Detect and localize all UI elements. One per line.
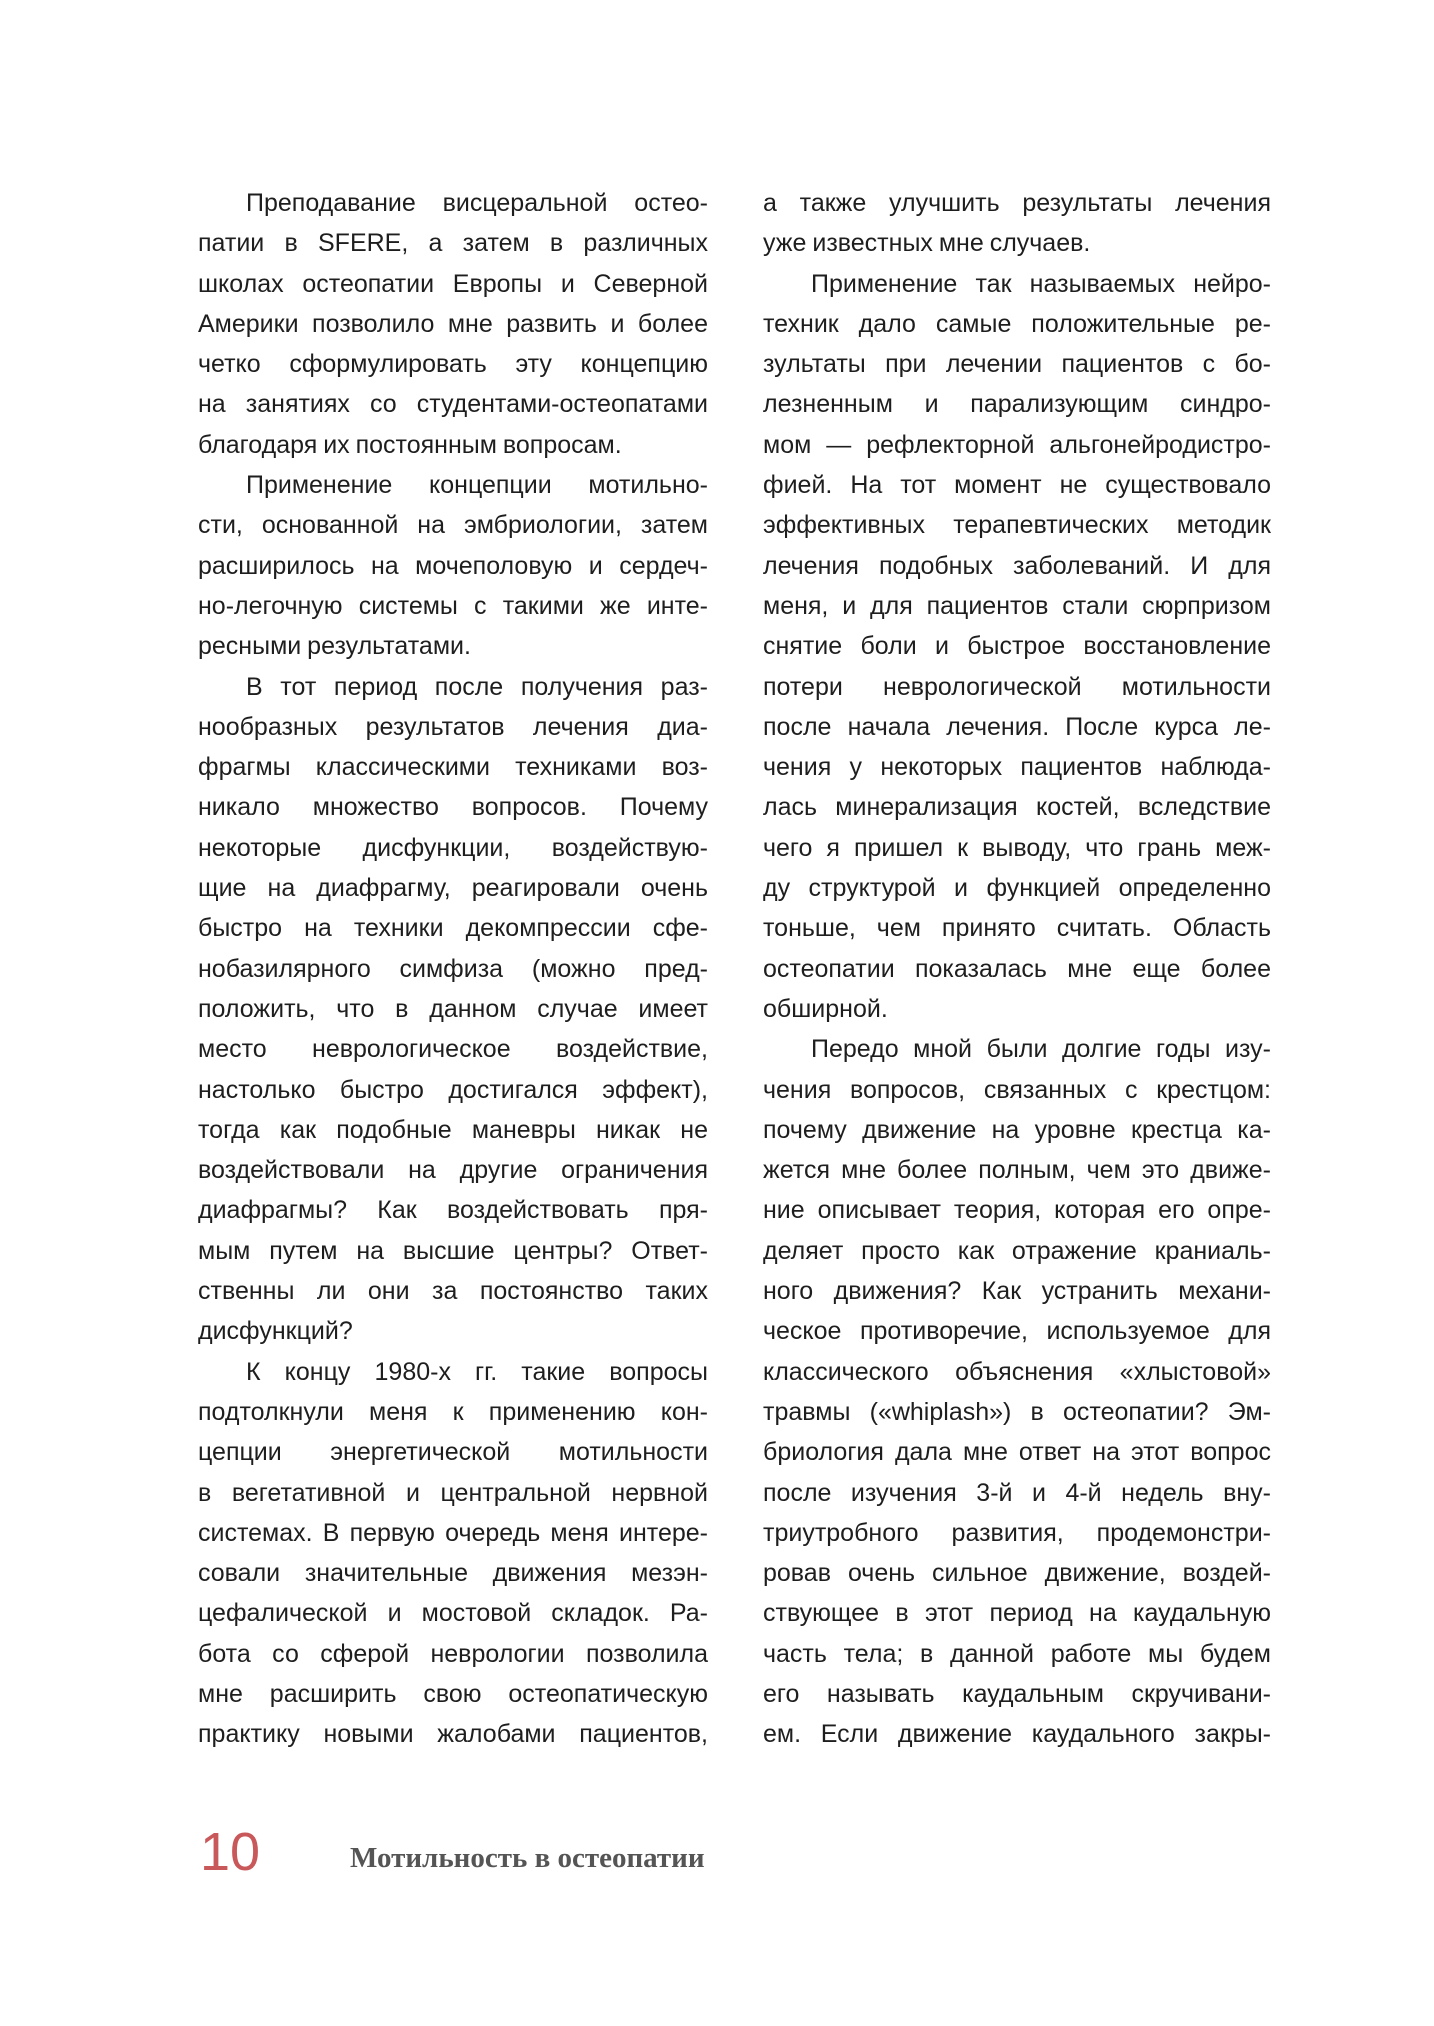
text-line: потери неврологической мотильности [763, 672, 1271, 701]
paragraph [763, 264, 1271, 1030]
text-line: цепции энергетической мотильности [198, 1438, 708, 1467]
text-line: ствующее в этот период на каудальную [763, 1599, 1271, 1628]
text-line: лезненным и парализующим синдро- [763, 390, 1271, 419]
text-line: диафрагмы? Как воздействовать пря- [198, 1196, 708, 1225]
text-line: В тот период после получения раз- [246, 672, 708, 701]
text-line: остеопатии показалась мне еще более [763, 954, 1271, 983]
text-line: снятие боли и быстрое восстановление [763, 632, 1271, 661]
text-line: место неврологическое воздействие, [198, 1035, 708, 1064]
text-line: дисфункций? [198, 1317, 353, 1346]
text-line: эффективных терапевтических методик [763, 511, 1271, 540]
text-line: мым путем на высшие центры? Ответ- [198, 1236, 708, 1265]
paragraph [198, 667, 708, 1352]
text-line: подтолкнули меня к применению кон- [198, 1397, 708, 1426]
text-line: практику новыми жалобами пациентов, [198, 1720, 708, 1749]
text-line: никало множество вопросов. Почему [198, 793, 708, 822]
text-line: нообразных результатов лечения диа- [198, 712, 708, 741]
text-line: некоторые дисфункции, воздействую- [198, 833, 708, 862]
text-line: чения вопросов, связанных с крестцом: [763, 1075, 1271, 1104]
text-line: бота со сферой неврологии позволила [198, 1639, 708, 1668]
text-line: ственны ли они за постоянство таких [198, 1277, 708, 1306]
text-line: К концу 1980-х гг. такие вопросы [246, 1357, 708, 1386]
page-number: 10 [200, 1822, 261, 1882]
text-line: триутробного развития, продемонстри- [763, 1518, 1271, 1547]
text-line: а также улучшить результаты лечения [763, 189, 1271, 217]
text-line: меня, и для пациентов стали сюрпризом [763, 591, 1271, 620]
text-line: лась минерализация костей, вследствие [763, 793, 1271, 822]
text-line: расширилось на мочеполовую и сердеч- [198, 551, 708, 580]
text-line: школах остеопатии Европы и Северной [198, 269, 708, 298]
text-line: после изучения 3-й и 4-й недель вну- [763, 1478, 1271, 1507]
text-line: четко сформулировать эту концепцию [198, 350, 708, 379]
text-line: жется мне более полным, чем это движе- [763, 1156, 1271, 1185]
text-line: быстро на техники декомпрессии сфе- [198, 914, 708, 943]
text-line: после начала лечения. После курса ле- [763, 712, 1271, 741]
text-line: системах. В первую очередь меня интере- [198, 1518, 708, 1547]
text-line: на занятиях со студентами-остеопатами [198, 390, 708, 419]
text-line: цефалической и мостовой складок. Ра- [198, 1599, 708, 1628]
text-line: Преподавание висцеральной остео- [246, 189, 708, 217]
paragraph [198, 183, 708, 465]
text-line: воздействовали на другие ограничения [198, 1156, 708, 1185]
text-column-right [763, 183, 1271, 1755]
text-line: в вегетативной и центральной нервной [198, 1478, 708, 1507]
text-line: травмы («whiplash») в остеопатии? Эм- [763, 1397, 1271, 1426]
text-line: положить, что в данном случае имеет [198, 994, 708, 1023]
text-line: но-легочную системы с такими же инте- [198, 591, 708, 620]
text-line: Применение так называемых нейро- [811, 269, 1271, 298]
text-line: совали значительные движения мезэн- [198, 1559, 708, 1588]
text-line: настолько быстро достигался эффект), [198, 1075, 708, 1104]
text-line: часть тела; в данной работе мы будем [763, 1639, 1271, 1668]
text-line: щие на диафрагму, реагировали очень [198, 874, 708, 903]
paragraph [198, 465, 708, 666]
text-line: мне расширить свою остеопатическую [198, 1679, 708, 1708]
running-title: Мотильность в остеопатии [350, 1842, 705, 1874]
text-line: Передо мной были долгие годы изу- [811, 1035, 1271, 1064]
text-line: благодаря их постоянным вопросам. [198, 430, 622, 459]
text-line: тогда как подобные маневры никак не [198, 1115, 708, 1144]
text-line: патии в SFERE, а затем в различных [198, 229, 708, 258]
paragraph [763, 183, 1271, 264]
text-line: Применение концепции мотильно- [246, 471, 708, 500]
text-line: нобазилярного симфиза (можно пред- [198, 954, 708, 983]
text-line: чего я пришел к выводу, что грань меж- [763, 833, 1271, 862]
text-line: фрагмы классическими техниками воз- [198, 753, 708, 782]
text-line: сти, основанной на эмбриологии, затем [198, 511, 708, 540]
text-line: его называть каудальным скручивани- [763, 1679, 1271, 1708]
text-line: ресными результатами. [198, 632, 471, 661]
text-line: чения у некоторых пациентов наблюда- [763, 753, 1271, 782]
text-line: ного движения? Как устранить механи- [763, 1277, 1271, 1306]
text-line: ческое противоречие, используемое для [763, 1317, 1271, 1346]
text-line: ем. Если движение каудального закры- [763, 1720, 1271, 1749]
paragraph [763, 1029, 1271, 1754]
text-line: ду структурой и функцией определенно [763, 874, 1271, 903]
paragraph [198, 1352, 708, 1755]
text-line: обширной. [763, 994, 888, 1023]
text-line: тоньше, чем принято считать. Область [763, 914, 1271, 943]
text-line: техник дало самые положительные ре- [763, 309, 1271, 338]
text-column-left [198, 183, 708, 1755]
text-line: фией. На тот момент не существовало [763, 471, 1271, 500]
text-line: деляет просто как отражение краниаль- [763, 1236, 1271, 1265]
text-line: ровав очень сильное движение, воздей- [763, 1559, 1271, 1588]
text-line: почему движение на уровне крестца ка- [763, 1115, 1271, 1144]
text-line: бриология дала мне ответ на этот вопрос [763, 1438, 1271, 1467]
text-line: ние описывает теория, которая его опре- [763, 1196, 1271, 1225]
text-line: мом — рефлекторной альгонейродистро- [763, 430, 1271, 459]
text-line: лечения подобных заболеваний. И для [763, 551, 1271, 580]
text-line: классического объяснения «хлыстовой» [763, 1357, 1271, 1386]
text-line: зультаты при лечении пациентов с бо- [763, 350, 1271, 379]
text-line: Америки позволило мне развить и более [198, 309, 708, 338]
text-line: уже известных мне случаев. [763, 229, 1091, 258]
